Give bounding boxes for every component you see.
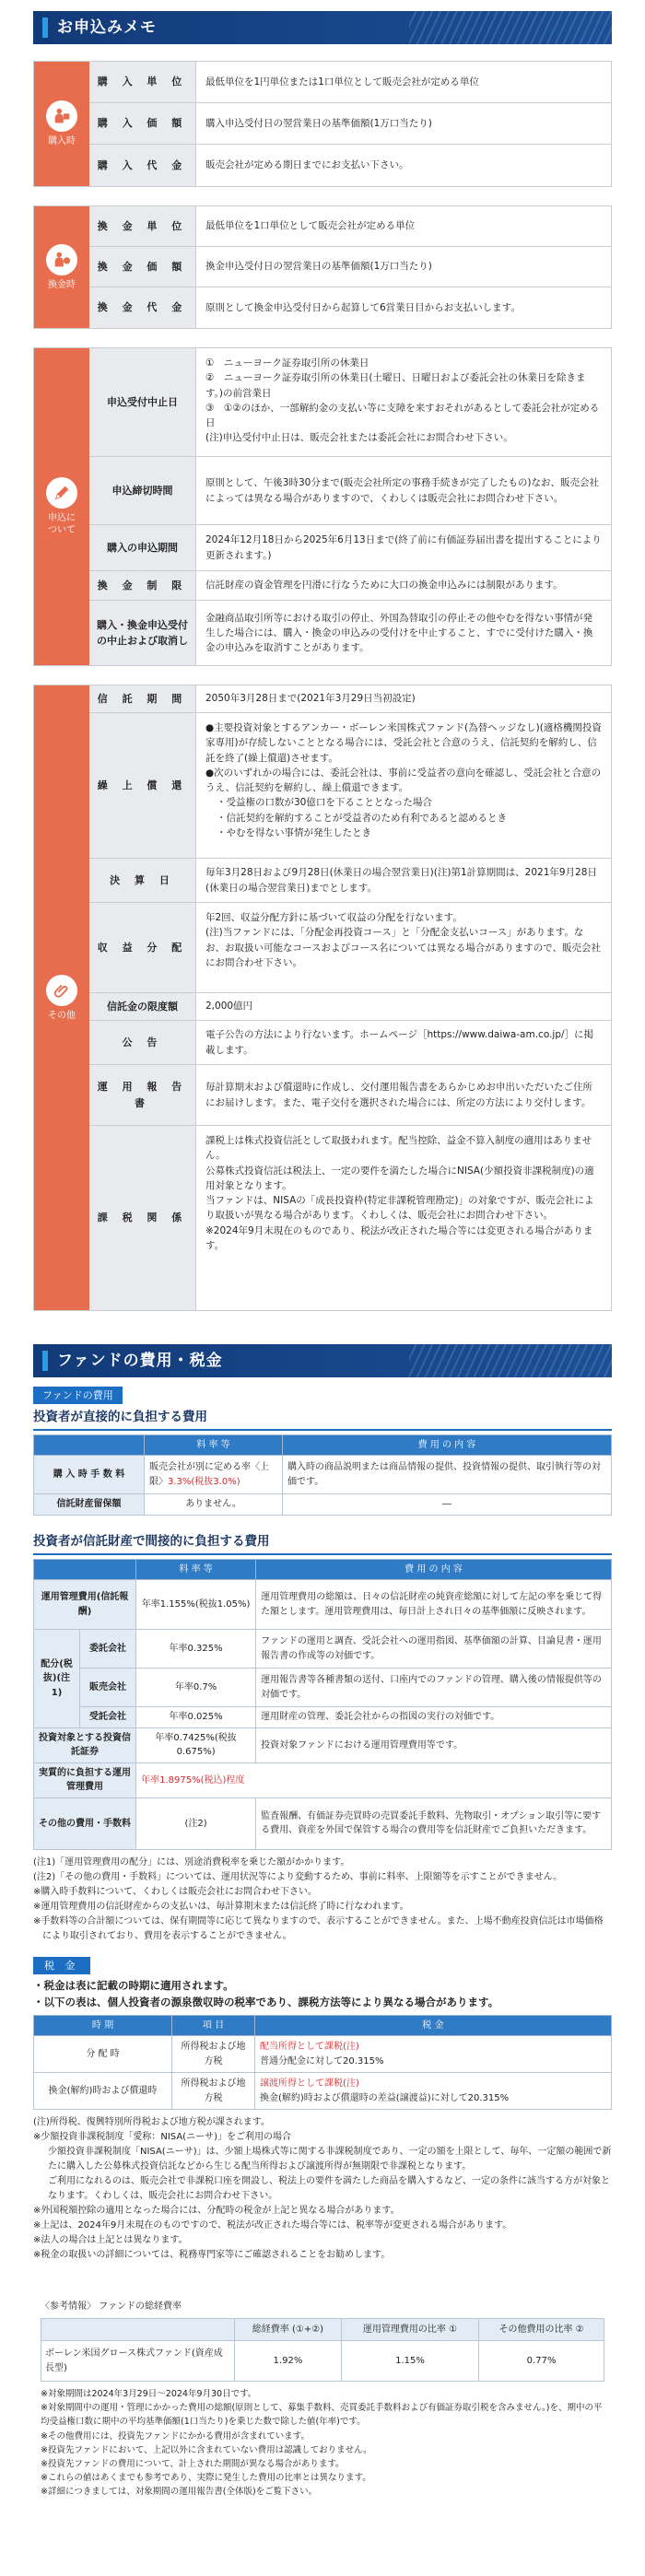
fee-note-3: ※購入時手数料について、くわしくは販売会社にお問合わせ下さい。 xyxy=(33,1886,317,1897)
indirect-fee-table xyxy=(33,1559,612,1850)
apply-limit-key: 換 金 制 限 xyxy=(89,571,196,600)
actual-key: 実質的に負担する運用管理費用 xyxy=(34,1762,136,1797)
reserve-key: 信託財産留保額 xyxy=(34,1494,145,1516)
tax-r2-tax: 譲渡所得として課税(注) 換金(解約)時および償還時の差益(譲渡益)に対して20.315% xyxy=(255,2073,612,2110)
direct-title: 投資者が直接的に負担する費用 xyxy=(33,1408,612,1431)
target-key: 投資対象とする投資信託証券 xyxy=(34,1727,136,1762)
tax-4: ※2024年9月末現在のものであり、税法が改正された場合等には変更される場合があります。 xyxy=(205,1224,593,1251)
apply-stop-1: ① ニューヨーク証券取引所の休業日 xyxy=(205,357,369,369)
tax-r1-item: 所得税および地方税 xyxy=(172,2036,255,2073)
notice-key: 公 告 xyxy=(89,1021,196,1064)
tax-lead-2: ・以下の表は、個人投資者の源泉徴収時の税率であり、課税方法等により異なる場合があります。 xyxy=(33,1995,499,2008)
target-content: 投資対象ファンドにおける運用管理費用等です。 xyxy=(256,1727,612,1762)
apply-period-value: 2024年12月18日から2025年6月13日まで(終了前に有価証券届出書を提出することにより更新されます。) xyxy=(205,534,602,561)
sales-key: 販売会社 xyxy=(80,1669,136,1707)
fees-title: ファンドの費用・税金 xyxy=(57,1351,223,1370)
early-5: ・やむを得ない事情が発生したとき xyxy=(217,826,371,838)
tax-3: 当ファンドは、NISAの「成長投資枠(特定非課税管理勘定)」の対象ですが、販売会社により取扱いが異なる場合があります。くわしくは、販売会社にお問合わせ下さい。 xyxy=(205,1195,594,1222)
apply-stop-2: ② ニューヨーク証券取引所の休業日(土曜日、日曜日および委託会社の休業日を除きます。)の前営業日 xyxy=(205,372,586,399)
mgmt-content: 運用管理費用の総額は、日々の信託財産の純資産総額に対して左記の率を乗じて得た額とします。運用管理費用は、毎日計上され日々の基準価額に反映されます。 xyxy=(256,1580,612,1630)
reserve-content: ― xyxy=(283,1494,612,1516)
target-rate: 年率0.7425%(税抜0.675%) xyxy=(136,1727,256,1762)
fee-note-2: (注2)「その他の費用・手数料」については、運用状況等により変動するため、事前に料率、上限額等を示すことができません。 xyxy=(33,1871,563,1882)
tax-2: 公募株式投資信託は税法上、一定の要件を満たした場合にNISA(少額投資非課税制度)の適用対象となります。 xyxy=(205,1165,594,1191)
redeem-price-value: 換金申込受付日の翌営業日の基準価額(1万口当たり) xyxy=(205,261,432,273)
ref-note-3: ※その他費用には、投資先ファンドにかかる費用が含まれています。 xyxy=(41,2430,311,2441)
ref-th-other: その他費用の比率 ② xyxy=(479,2318,604,2341)
dist-1: 年2回、収益分配方針に基づいて収益の分配を行ないます。 xyxy=(205,912,463,923)
tax-note-7: ※法人の場合は上記とは異なります。 xyxy=(33,2235,188,2246)
trustee-key: 受託会社 xyxy=(80,1707,136,1728)
fees-subtag: ファンドの費用 xyxy=(33,1387,123,1404)
purchase-payment-value: 販売会社が定める期日までにお支払い下さい。 xyxy=(205,159,409,171)
other-category xyxy=(34,685,89,1310)
sales-content: 運用報告書等各種書類の送付、口座内でのファンドの管理、購入後の情報提供等の対価です。 xyxy=(256,1669,612,1707)
reserve-rate: ありません。 xyxy=(145,1494,283,1516)
purchase-icon xyxy=(46,100,77,132)
tax-notes xyxy=(33,2115,612,2263)
fee-note-4: ※運用管理費用の信託財産からの支払いは、毎計算期末または信託終了時に行なわれます。 xyxy=(33,1901,409,1912)
indirect-title: 投資者が信託財産で間接的に負担する費用 xyxy=(33,1532,612,1555)
apply-label-1: 申込に xyxy=(48,513,76,523)
ref-other: 0.77% xyxy=(479,2341,604,2382)
apply-block xyxy=(33,347,612,666)
tax-note-1: (注)所得税、復興特別所得税および地方税が課されます。 xyxy=(33,2117,271,2128)
tax-note-2: ※少額投資非課税制度「愛称：NISA(ニーサ)」をご利用の場合 xyxy=(33,2132,291,2143)
early-1: ●主要投資対象とするアンカー・ボーレン米国株式ファンド(為替ヘッジなし)(適格機関投資家専用)が存続しないこととなる場合には、受託会社と合意のうえ、信託契約を解約し、信託を終了(繰上償還)させます。 xyxy=(205,722,602,764)
ref-note-7: ※詳細につきましては、対象期間の運用報告書(全体版)をご覧下さい。 xyxy=(41,2487,318,2498)
ref-table xyxy=(41,2318,604,2383)
report-key: 運 用 報 告 書 xyxy=(89,1065,196,1125)
ref-note-6: ※これらの値はあくまでも参考であり、実際に発生した費用の比率とは異なります。 xyxy=(41,2473,371,2484)
entrust-rate: 年率0.325% xyxy=(136,1630,256,1669)
apply-stop-3: ③ ①②のほか、一部解約金の支払い等に支障を来すおそれがあるとして委託会社が定める日 xyxy=(205,402,600,429)
limit-value: 2,000億円 xyxy=(205,1001,253,1013)
apply-stop-note: (注)申込受付中止日は、販売会社または委託会社にお問合わせ下さい。 xyxy=(205,432,513,444)
tax-note-4: ご利用になれるのは、販売会社で非課税口座を開設し、税法上の要件を満たした商品を購入するなど、一定の条件に該当する方が対象となります。くわしくは、販売会社にお問合わせ下さい。 xyxy=(48,2176,610,2202)
redeem-category xyxy=(34,206,89,328)
early-4: ・信託契約を解約することが受益者のため有利であると認めるとき xyxy=(217,812,507,824)
tax-r2-item: 所得税および地方税 xyxy=(172,2073,255,2110)
tax-r1-tax: 配当所得として課税(注) 普通分配金に対して20.315% xyxy=(255,2036,612,2073)
purchase-unit-key: 購 入 単 位 xyxy=(89,62,196,102)
redeem-block xyxy=(33,205,612,329)
entrust-key: 委託会社 xyxy=(80,1630,136,1669)
ref-note-1: ※対象期間は2024年3月29日～2024年9月30日です。 xyxy=(41,2389,257,2400)
pencil-icon xyxy=(46,477,77,509)
tax-th-tax: 税 金 xyxy=(255,2015,612,2036)
apply-cancel-key: 購入・換金申込受付の中止および取消し xyxy=(89,601,196,665)
tax-note-3: 少額投資非課税制度「NISA(ニーサ)」は、少額上場株式等に関する非課税制度であり、一定の額を上限として、毎年、一定額の範囲で新たに購入した公募株式投資信託などから生じる配当所得および譲渡所得が無期限で非課税となります。 xyxy=(48,2147,612,2172)
tax-note-5: ※外国税額控除の適用となった場合には、分配時の税金が上記と異なる場合があります。 xyxy=(33,2206,400,2217)
tax-th-time: 時 期 xyxy=(34,2015,172,2036)
buy-fee-rate: 販売会社が別に定める率〈上限〉3.3%(税抜3.0%) xyxy=(145,1456,283,1494)
tax-key: 課 税 関 係 xyxy=(89,1126,196,1310)
other-label: その他 xyxy=(48,1010,76,1021)
ref-total: 1.92% xyxy=(235,2341,342,2382)
buy-fee-content: 購入時の商品説明または商品情報の提供、投資情報の提供、取引執行等の対価です。 xyxy=(283,1456,612,1494)
notice-value: 電子公告の方法により行ないます。ホームページ［https://www.daiwa-am.co.jp/］に掲載します。 xyxy=(205,1029,594,1056)
sales-rate: 年率0.7% xyxy=(136,1669,256,1707)
ref-note-5: ※投資先ファンドの費用について、計上された期間が異なる場合があります。 xyxy=(41,2459,345,2469)
paperclip-icon xyxy=(46,975,77,1006)
redeem-label: 換金時 xyxy=(48,279,76,290)
fee-note-5: ※手数料等の合計額については、保有期間等に応じて異なりますので、表示することができません。また、上場不動産投資信託は市場価格により取引されており、費用を表示することができません。 xyxy=(33,1915,604,1941)
purchase-label: 購入時 xyxy=(48,136,76,146)
close-key: 決 算 日 xyxy=(89,859,196,902)
early-key: 繰 上 償 還 xyxy=(89,713,196,858)
buy-fee-key: 購 入 時 手 数 料 xyxy=(34,1456,145,1494)
ref-th-total: 総経費率 (①+②) xyxy=(235,2318,342,2341)
ref-fund: ボーレン米国グロース株式ファンド(資産成長型) xyxy=(41,2341,235,2382)
split-key: 配分(税抜)(注1) xyxy=(34,1630,80,1728)
term-key: 信 託 期 間 xyxy=(89,685,196,712)
redeem-unit-value: 最低単位を1口単位として販売会社が定める単位 xyxy=(205,220,416,232)
redeem-unit-key: 換 金 単 位 xyxy=(89,206,196,246)
purchase-block xyxy=(33,61,612,187)
apply-cancel-value: 金融商品取引所等における取引の停止、外国為替取引の停止その他やむを得ない事情が発生した場合には、購入・換金の申込みの受付けを中止すること、すでに受付けた購入・換金の申込みを取消すことがあります。 xyxy=(205,612,593,654)
purchase-price-key: 購 入 価 額 xyxy=(89,103,196,144)
fees-banner xyxy=(33,1344,612,1377)
fee-notes xyxy=(33,1856,612,1944)
tax-value xyxy=(196,1126,611,1310)
ref-note-4: ※投資先ファンドにおいて、上記以外に含まれていない費用は認識しておりません。 xyxy=(41,2444,372,2455)
direct-th-rate: 料 率 等 xyxy=(145,1434,283,1456)
apply-limit-value: 信託財産の資金管理を円滑に行なうために大口の換金申込みには制限があります。 xyxy=(205,580,563,591)
tax-1: 課税上は株式投資信託として取扱われます。配当控除、益金不算入制度の適用はありません。 xyxy=(205,1135,592,1162)
redeem-icon xyxy=(46,244,77,275)
apply-stop-key: 申込受付中止日 xyxy=(89,348,196,456)
report-value: 毎計算期末および償還時に作成し、交付運用報告書をあらかじめお申出いただいたご住所にお届けします。また、電子交付を選択された場合には、所定の方法により交付します。 xyxy=(205,1082,592,1108)
dist-key: 収 益 分 配 xyxy=(89,903,196,992)
memo-banner xyxy=(33,11,612,44)
tax-note-6: ※上記は、2024年9月末現在のものですので、税法が改正された場合等には、税率等が変更される場合があります。 xyxy=(33,2220,512,2231)
redeem-payment-key: 換 金 代 金 xyxy=(89,287,196,328)
apply-category xyxy=(34,348,89,665)
redeem-payment-value: 原則として換金申込受付日から起算して6営業日目からお支払いします。 xyxy=(205,301,521,313)
ref-title: 〈参考情報〉 ファンドの総経費率 xyxy=(41,2301,182,2313)
trustee-rate: 年率0.025% xyxy=(136,1707,256,1728)
dist-value xyxy=(196,903,611,992)
memo-title: お申込みメモ xyxy=(57,18,157,37)
apply-deadline-value: 原則として、午後3時30分まで(販売会社所定の事務手続きが完了したもの)なお、販売会社によっては異なる場合がありますので、くわしくは販売会社にお問合わせ下さい。 xyxy=(205,477,600,504)
tax-lead xyxy=(33,1978,612,2011)
indirect-th-content: 費 用 の 内 容 xyxy=(256,1559,612,1580)
ref-note-2: ※対象期間中の運用・管理にかかった費用の総額(原則として、募集手数料、売買委託手数料および有価証券取引税を含みません。)を、期中の平均受益権口数に期中の平均基準価額(1口当たり)を乗じた数で除した値(年率)です。 xyxy=(41,2403,603,2428)
early-2: ●次のいずれかの場合には、委託会社は、事前に受益者の意向を確認し、受託会社と合意のうえ、信託契約を解約し、繰上償還できます。 xyxy=(205,767,602,794)
limit-key: 信託金の限度額 xyxy=(89,993,196,1020)
tax-table xyxy=(33,2015,612,2111)
entrust-content: ファンドの運用と調査、受託会社への運用指図、基準価額の計算、目論見書・運用報告書の作成等の対価です。 xyxy=(256,1630,612,1669)
indirect-th-rate: 料 率 等 xyxy=(136,1559,256,1580)
apply-stop-value xyxy=(196,348,611,456)
actual-rate: 年率1.8975%(税込)程度 xyxy=(136,1762,612,1797)
buy-fee-max: 3.3%(税抜3.0%) xyxy=(168,1476,240,1487)
tax-r2-time: 換金(解約)時および償還時 xyxy=(34,2073,172,2110)
dist-2: (注)当ファンドには、「分配金再投資コース」と「分配金支払いコース」があります。なお、お取扱い可能なコースおよびコース名については異なる場合がありますので、販売会社にお問合わせ下さい。 xyxy=(205,927,602,968)
tax-r1-time: 分 配 時 xyxy=(34,2036,172,2073)
trustee-content: 運用財産の管理、委託会社からの指図の実行の対価です。 xyxy=(256,1707,612,1728)
mgmt-key: 運用管理費用(信託報酬) xyxy=(34,1580,136,1630)
other-block xyxy=(33,685,612,1311)
early-3: ・受益権の口数が30億口を下ることとなった場合 xyxy=(217,797,432,809)
mgmt-rate: 年率1.155%(税抜1.05%) xyxy=(136,1580,256,1630)
ref-th-mgmt: 運用管理費用の比率 ① xyxy=(341,2318,478,2341)
early-value xyxy=(196,713,611,858)
apply-label-2: ついて xyxy=(48,525,76,535)
apply-deadline-key: 申込締切時間 xyxy=(89,457,196,524)
close-value: 毎年3月28日および9月28日(休業日の場合翌営業日)(注)第1計算期間は、2021年9月28日(休業日の場合翌営業日)までとします。 xyxy=(205,867,597,894)
tax-tag: 税 金 xyxy=(33,1957,90,1974)
fee-note-1: (注1)「運用管理費用の配分」には、別途消費税率を乗じた額がかかります。 xyxy=(33,1856,350,1868)
redeem-price-key: 換 金 価 額 xyxy=(89,247,196,287)
purchase-unit-value: 最低単位を1円単位または1口単位として販売会社が定める単位 xyxy=(205,76,479,88)
other-fee-rate: (注2) xyxy=(136,1797,256,1849)
ref-mgmt: 1.15% xyxy=(341,2341,478,2382)
purchase-payment-key: 購 入 代 金 xyxy=(89,145,196,186)
ref-notes xyxy=(41,2387,604,2500)
purchase-category xyxy=(34,62,89,186)
direct-th-content: 費 用 の 内 容 xyxy=(283,1434,612,1456)
direct-fee-table xyxy=(33,1434,612,1516)
other-fee-key: その他の費用・手数料 xyxy=(34,1797,136,1849)
tax-lead-1: ・税金は表に記載の時期に適用されます。 xyxy=(33,1978,234,1992)
apply-period-key: 購入の申込期間 xyxy=(89,525,196,570)
tax-note-8: ※税金の取扱いの詳細については、税務専門家等にご確認されることをお勧めします。 xyxy=(33,2250,391,2261)
purchase-price-value: 購入申込受付日の翌営業日の基準価額(1万口当たり) xyxy=(205,117,432,129)
tax-th-item: 項 目 xyxy=(172,2015,255,2036)
term-value: 2050年3月28日まで(2021年3月29日当初設定) xyxy=(205,693,416,705)
other-fee-content: 監査報酬、有価証券売買時の売買委託手数料、先物取引・オプション取引等に要する費用、資産を外国で保管する場合の費用等を信託財産でご負担いただきます。 xyxy=(256,1797,612,1849)
